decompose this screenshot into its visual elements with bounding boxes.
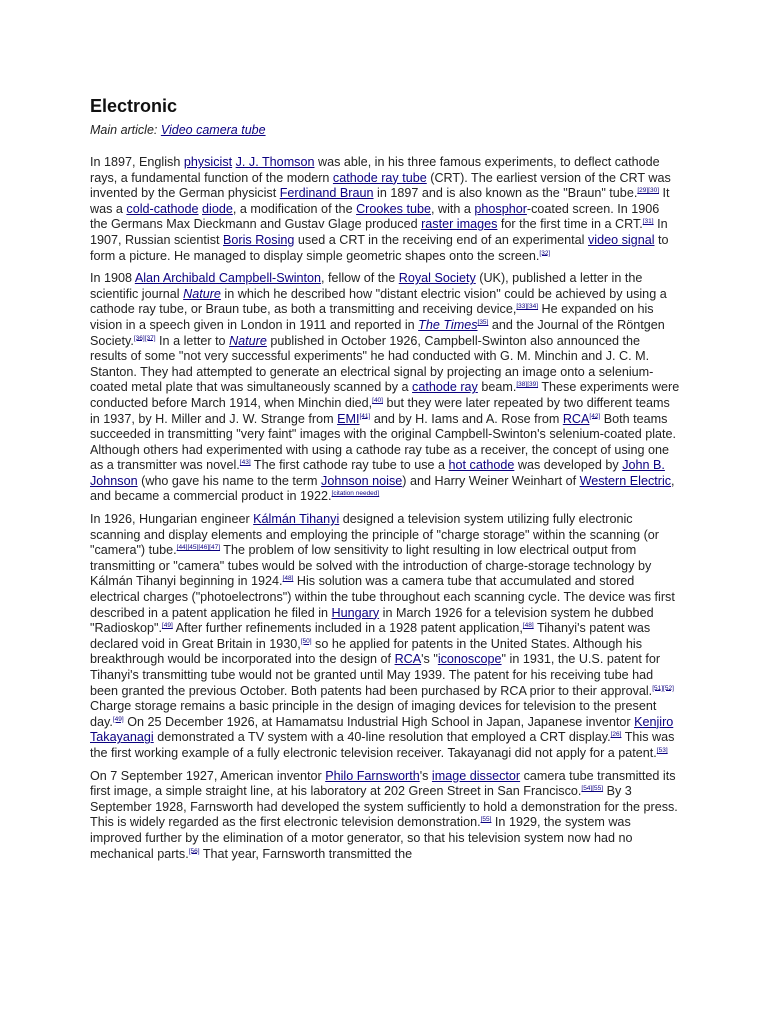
paragraph: [90, 155, 680, 264]
wiki-link[interactable]: Royal Society: [398, 271, 476, 286]
article-section: [90, 96, 680, 869]
wiki-link[interactable]: J. J. Thomson: [235, 155, 315, 169]
citation-ref[interactable]: [49]: [112, 715, 124, 723]
article-body: [90, 155, 680, 862]
text-run: (who gave his name to the term: [137, 473, 322, 488]
text-run: That year, Farnsworth transmitted the: [199, 846, 413, 861]
citation-ref[interactable]: [41]: [359, 412, 371, 420]
wiki-link[interactable]: Western Electric: [579, 473, 672, 488]
wiki-link[interactable]: image dissector: [431, 768, 521, 783]
text-run: On 25 December 1926, at Hamamatsu Industrial High School in Japan, Japanese inventor: [123, 714, 635, 729]
text-run: -coated screen. In 1906 the Germans Max Dieckmann and Gustav Glage produced: [90, 201, 660, 232]
text-run: Tihanyi's patent was declared void in Great Britain in 1930,: [90, 621, 651, 651]
citation-ref[interactable]: [29][30]: [637, 187, 660, 194]
text-run: was developed by: [514, 458, 623, 473]
citation-ref[interactable]: [31]: [642, 218, 654, 226]
wiki-link[interactable]: cold-cathode: [126, 201, 199, 216]
wiki-link[interactable]: Johnson noise: [321, 473, 403, 488]
text-run: It was a: [90, 186, 670, 216]
text-run: published in October 1926, Campbell-Swinton also announced the results of some "not very successful experiments" he had conducted with G. M. Minchin and J. C. M. Stanton. They had attempted to generate an electrical signal by projecting an image onto a selenium-coated metal plate that was simultaneously scanned by a: [90, 333, 654, 395]
citation-ref[interactable]: [51][52]: [652, 684, 674, 692]
text-run: demonstrated a TV system with a 40-line resolution that employed a CRT display.: [153, 730, 611, 745]
wiki-link[interactable]: The Times: [418, 317, 478, 332]
wiki-link[interactable]: hot cathode: [448, 458, 515, 473]
citation-ref[interactable]: [49]: [161, 622, 173, 630]
text-run: His solution was a camera tube that accumulated and stored electrical charges ("photoelectrons") within the tube throughout each scanning cycle. The device was first described in a patent application he filed in: [90, 574, 675, 620]
wiki-link[interactable]: raster images: [421, 217, 498, 232]
hatnote-prefix: Main article:: [90, 123, 161, 137]
text-run: (CRT). The earliest version of the CRT was invented by the German physicist: [90, 170, 671, 201]
text-run: ) and Harry Weiner Weinhart of: [402, 473, 580, 488]
citation-ref[interactable]: [48]: [522, 622, 534, 630]
paragraph: [90, 769, 680, 863]
text-run: in 1897 and is also known as the "Braun" tube.: [373, 186, 638, 201]
wiki-link[interactable]: Nature: [183, 286, 221, 301]
main-article-link[interactable]: Video camera tube: [160, 123, 266, 137]
text-run: By 3 September 1928, Farnsworth had developed the system sufficiently to hold a demonstration for the press. This is widely regarded as the first electronic television demonstration.: [90, 784, 678, 830]
citation-ref[interactable]: [26]: [610, 731, 622, 739]
wiki-link[interactable]: Kenjiro Takayanagi: [90, 714, 674, 745]
text-run: " in 1931, the U.S. patent for Tihanyi's transmitting tube would not be granted until May 1939. The patent for his receiving tube had been granted the previous October. Both patents had been purchased by RCA prior to their approval.: [90, 652, 661, 698]
wiki-link[interactable]: RCA: [562, 411, 590, 426]
text-run: In 1908: [90, 271, 135, 286]
citation-ref[interactable]: [55]: [480, 816, 492, 824]
text-run: In 1926, Hungarian engineer: [90, 512, 254, 527]
text-run: , and became a commercial product in 1922.: [90, 473, 675, 504]
text-run: 's: [419, 768, 432, 783]
text-run: 's ": [421, 652, 438, 667]
wiki-link[interactable]: RCA: [394, 652, 422, 667]
text-run: , a modification of the: [232, 201, 357, 216]
citation-ref[interactable]: [44][45][46][47]: [176, 544, 221, 552]
hatnote: [90, 123, 680, 137]
text-run: (UK), published a letter in the scientific journal: [90, 271, 643, 301]
text-run: These experiments were conducted before March 1914, when Minchin died,: [90, 380, 680, 410]
citation-ref[interactable]: [53]: [656, 746, 668, 754]
wiki-link[interactable]: iconoscope: [437, 652, 502, 667]
wiki-link[interactable]: video signal: [587, 232, 655, 247]
wiki-link[interactable]: phosphor: [474, 201, 527, 216]
wiki-link[interactable]: EMI: [337, 411, 360, 426]
text-run: in which he described how "distant electric vision" could be achieved by using a cathode ray tube, or Braun tube, as both a transmitting and receiving device,: [90, 286, 667, 317]
text-run: This was the first working example of a fully electronic television receiver. Takayanagi did not apply for a patent.: [90, 730, 675, 760]
wiki-link[interactable]: diode: [202, 201, 233, 216]
text-run: and the Journal of the Röntgen Society.: [90, 317, 665, 348]
wiki-link[interactable]: Philo Farnsworth: [325, 768, 420, 783]
citation-ref[interactable]: [32]: [539, 249, 551, 257]
citation-ref[interactable]: [43]: [239, 459, 251, 467]
text-run: and by H. Iams and A. Rose from: [370, 411, 563, 426]
citation-ref[interactable]: [48]: [282, 575, 294, 583]
text-run: In a letter to: [155, 333, 230, 348]
text-run: The problem of low sensitivity to light resulting in low electrical output from transmitting or "camera" tubes would be solved with the introduction of charge-storage technology by Kálmán Tihanyi beginning in 1924.: [90, 543, 652, 589]
citation-ref[interactable]: [citation needed]: [331, 490, 380, 498]
text-run: in March 1926 for a television system he dubbed "Radioskop".: [90, 605, 654, 636]
text-run: The first cathode ray tube to use a: [250, 458, 449, 473]
wiki-link[interactable]: cathode ray tube: [332, 170, 427, 185]
text-run: beam.: [477, 380, 517, 395]
text-run: to form a picture. He managed to display simple geometric shapes onto the screen.: [90, 232, 669, 263]
text-run: used a CRT in the receiving end of an experimental: [294, 232, 588, 247]
citation-ref[interactable]: [38][39]: [516, 381, 539, 389]
citation-ref[interactable]: [54][55]: [581, 784, 604, 792]
section-heading: Electronic: [90, 96, 178, 116]
citation-ref[interactable]: [33][34]: [516, 303, 539, 311]
text-run: After further refinements included in a 1928 patent application,: [172, 621, 523, 636]
text-run: He expanded on his vision in a speech given in London in 1911 and reported in: [90, 302, 654, 332]
text-run: was able, in his three famous experiments, to deflect cathode rays, a fundamental function of the modern: [90, 155, 660, 185]
wiki-link[interactable]: Crookes tube: [356, 201, 431, 216]
text-run: Both teams succeeded in transmitting "very faint" images with the original Campbell-Swinton's selenium-coated plate. Although others had experimented with using a cathode ray tube as a receiver, the concept of using one as a transmitter was novel.: [90, 411, 677, 473]
paragraph: [90, 271, 680, 505]
wiki-link[interactable]: Alan Archibald Campbell-Swinton: [134, 271, 322, 286]
wiki-link[interactable]: cathode ray: [412, 380, 478, 395]
paragraph: [90, 512, 680, 762]
text-run: but they were later repeated by two different teams in 1937, by H. Miller and J. W. Strange from: [90, 395, 670, 426]
wiki-link[interactable]: Ferdinand Braun: [279, 186, 374, 201]
text-run: In 1897, English: [90, 155, 184, 169]
citation-ref[interactable]: [35]: [477, 318, 489, 326]
text-run: On 7 September 1927, American inventor: [90, 768, 326, 783]
text-run: In 1907, Russian scientist: [90, 217, 668, 247]
wiki-link[interactable]: John B. Johnson: [90, 458, 665, 488]
text-run: In 1929, the system was improved further by the elimination of a motor generator, so that his television system now had no mechanical parts.: [90, 815, 633, 861]
citation-ref[interactable]: [42]: [589, 412, 601, 420]
wiki-link[interactable]: Boris Rosing: [223, 232, 295, 247]
text-run: for the first time in a CRT.: [497, 217, 643, 232]
citation-ref[interactable]: [40]: [372, 396, 383, 404]
wiki-link[interactable]: Hungary: [331, 605, 380, 620]
wiki-link[interactable]: Nature: [229, 333, 267, 348]
citation-ref[interactable]: [36][37]: [133, 334, 156, 342]
citation-ref[interactable]: [50]: [300, 637, 312, 645]
text-run: so he applied for patents in the United States. Although his breakthrough would be incorporated into the design of: [90, 636, 643, 667]
text-run: designed a television system utilizing fully electronic scanning and display elements and employing the principle of "charge storage" within the scanning (or "camera") tube.: [90, 512, 660, 558]
text-run: , fellow of the: [321, 271, 399, 286]
citation-ref[interactable]: [56]: [188, 847, 200, 855]
wiki-link[interactable]: physicist: [183, 155, 233, 169]
text-run: Charge storage remains a basic principle in the design of imaging devices for television to the present day.: [90, 699, 657, 729]
text-run: camera tube transmitted its first image, a simple straight line, at his laboratory at 202 Green Street in San Francisco.: [90, 768, 676, 799]
wiki-link[interactable]: Kálmán Tihanyi: [253, 512, 340, 527]
text-run: , with a: [430, 201, 475, 216]
